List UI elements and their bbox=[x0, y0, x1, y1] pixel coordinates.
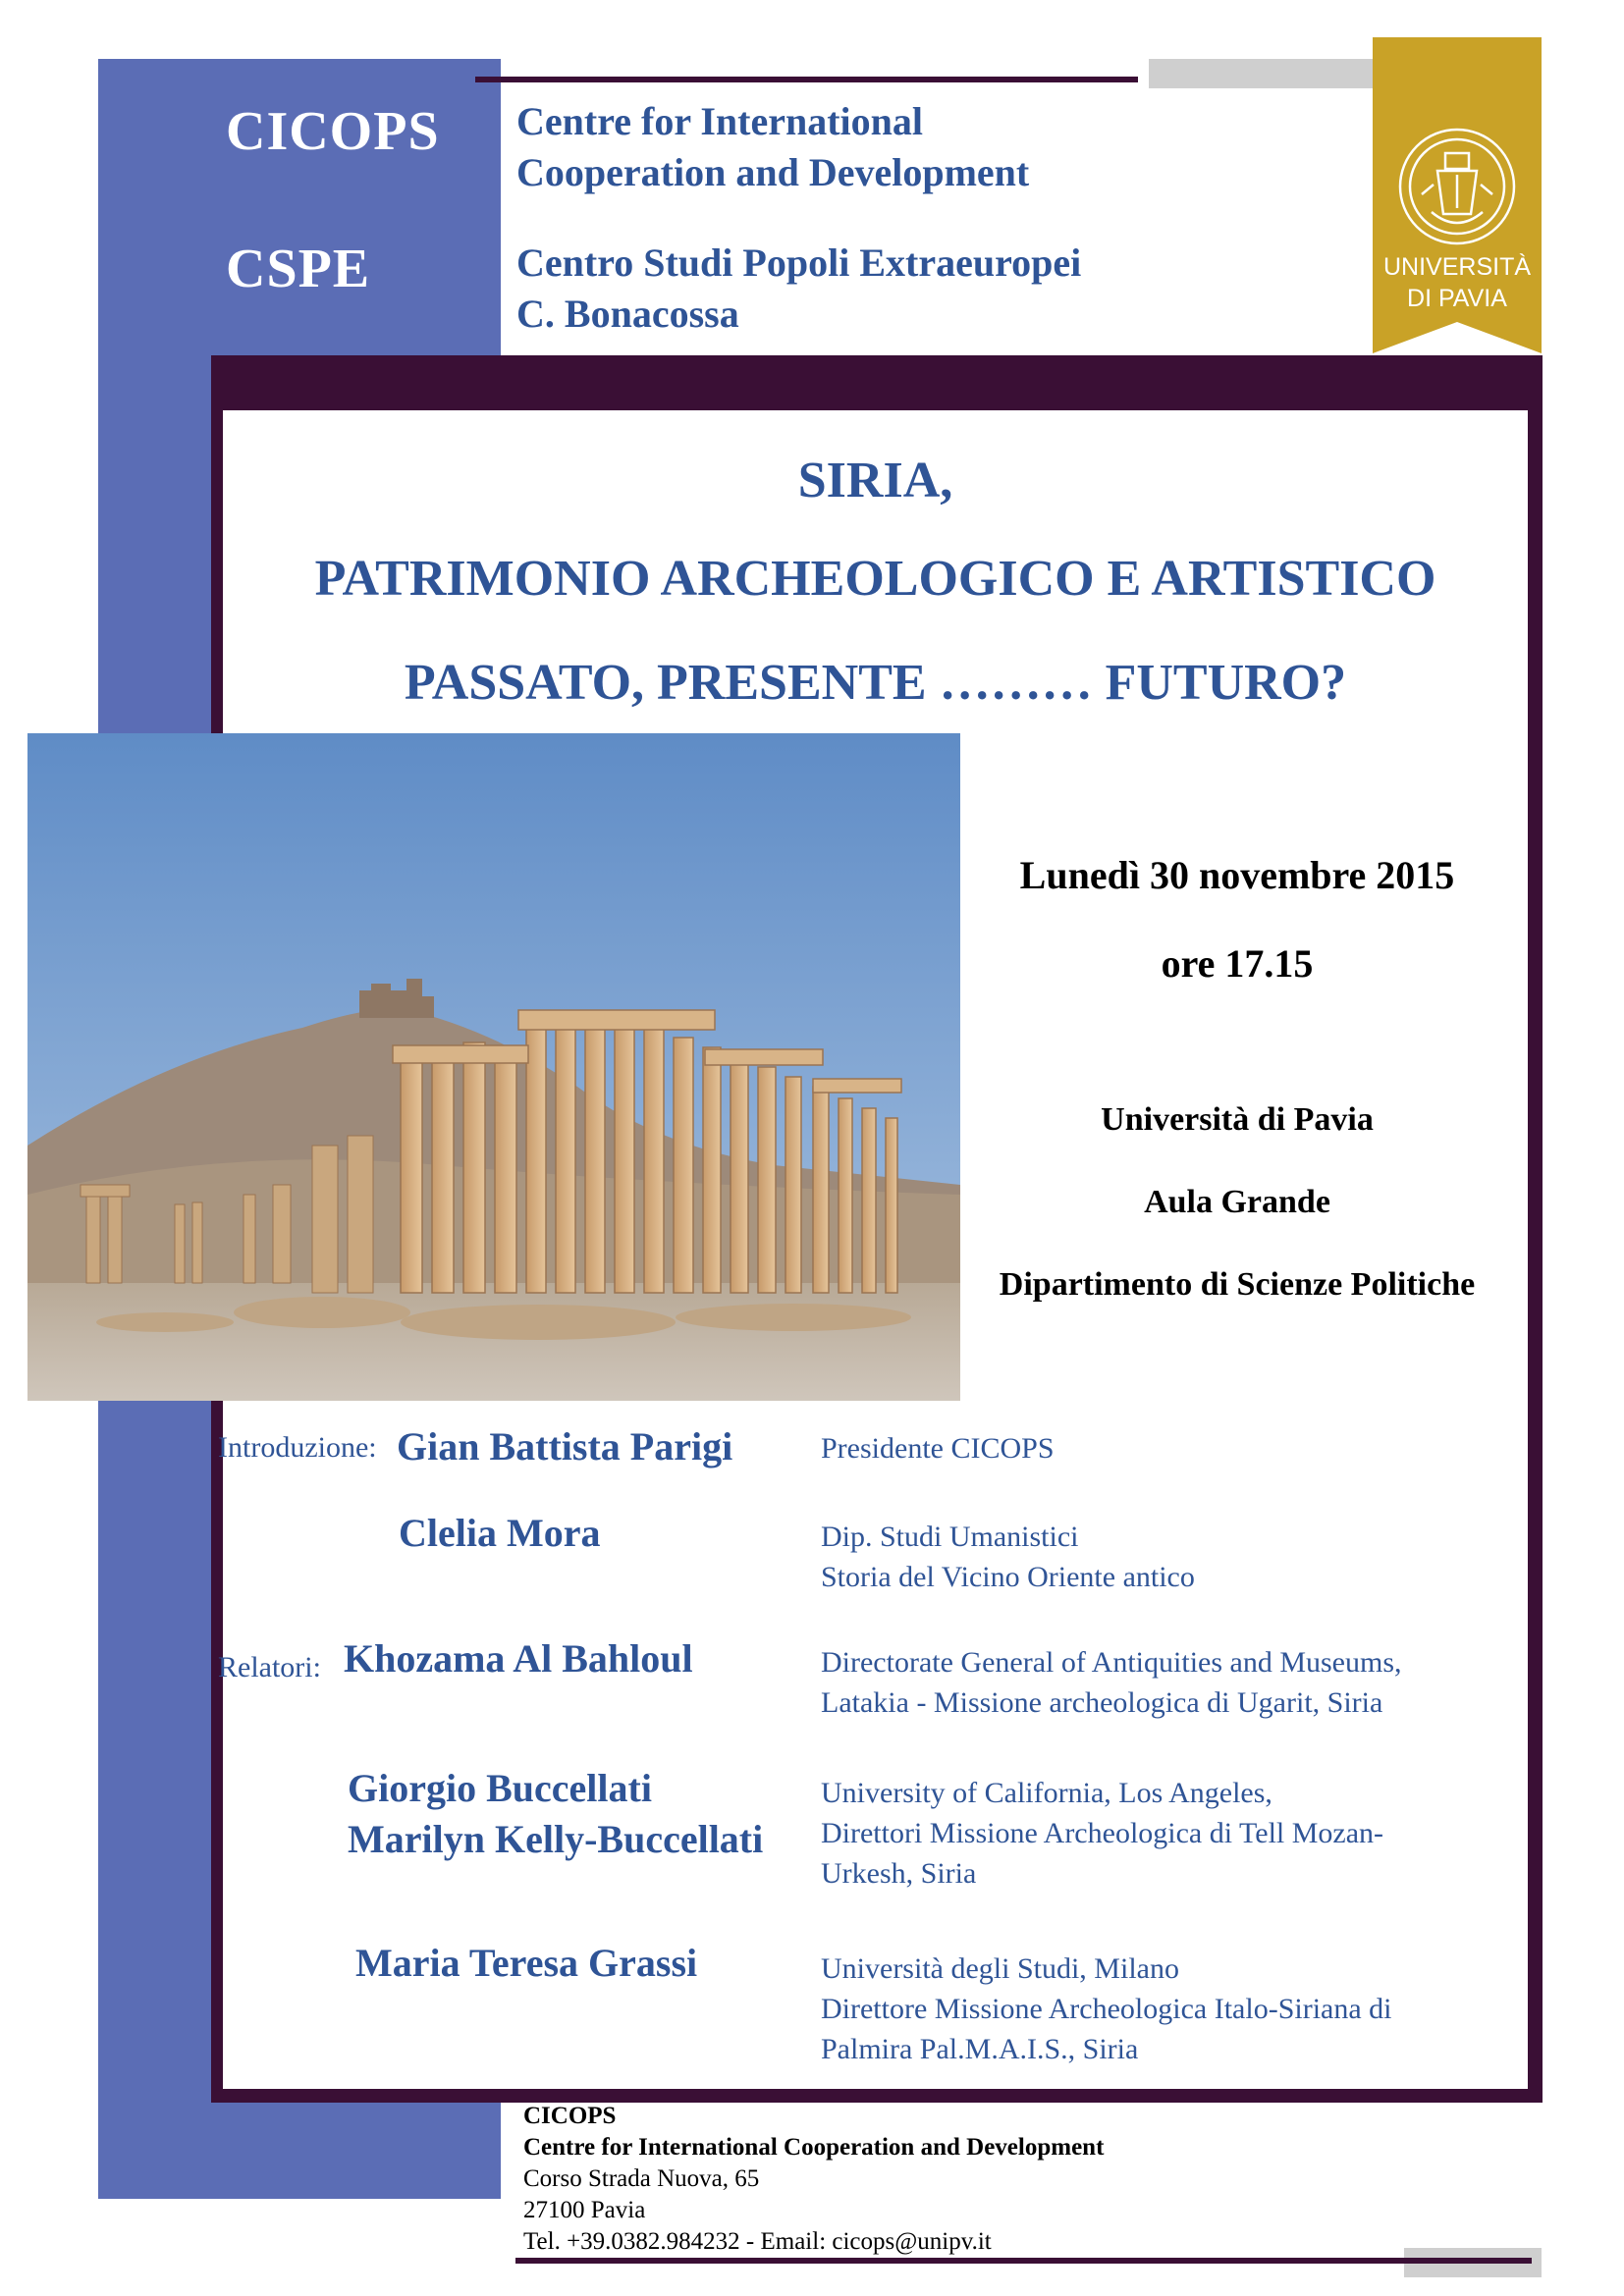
university-logo bbox=[1373, 37, 1542, 353]
footer-address-line2: 27100 Pavia bbox=[523, 2197, 646, 2223]
affiliation-line: Università degli Studi, Milano bbox=[821, 1952, 1179, 1985]
event-time: ore 17.15 bbox=[1161, 941, 1314, 986]
footer-contact-line[interactable]: Tel. +39.0382.984232 - Email: cicops@unipv.it bbox=[523, 2228, 992, 2255]
footer-contact-block bbox=[523, 2101, 1104, 2258]
grey-accent-bar-top bbox=[1149, 59, 1375, 88]
affiliation-line: Direttore Missione Archeologica Italo-Siriana di bbox=[821, 1993, 1392, 2025]
venue-department: Dipartimento di Scienze Politiche bbox=[999, 1266, 1476, 1303]
header-top-rule bbox=[475, 77, 1138, 82]
venue-room: Aula Grande bbox=[1144, 1184, 1330, 1220]
speaker-affiliation bbox=[821, 1642, 1402, 1723]
footer-org-full: Centre for International Cooperation and Development bbox=[523, 2134, 1105, 2161]
title-line-1: SIRIA, bbox=[797, 453, 953, 508]
cspe-full-name bbox=[516, 238, 1081, 340]
affiliation-line: University of California, Los Angeles, bbox=[821, 1777, 1272, 1809]
footer-address-line1: Corso Strada Nuova, 65 bbox=[523, 2165, 760, 2192]
cicops-full-name bbox=[516, 96, 1029, 198]
cicops-acronym: CICOPS bbox=[226, 101, 440, 162]
logo-name-line1: UNIVERSITÀ bbox=[1382, 253, 1532, 281]
speaker-name: Clelia Mora bbox=[399, 1511, 601, 1555]
speaker-affiliation: Presidente CICOPS bbox=[821, 1432, 1055, 1465]
speaker-affiliation bbox=[821, 1949, 1392, 2069]
speaker-name: Gian Battista Parigi bbox=[397, 1424, 733, 1468]
speaker-names bbox=[348, 1763, 763, 1865]
event-date: Lunedì 30 novembre 2015 bbox=[1019, 853, 1455, 897]
speaker-name: Khozama Al Bahloul bbox=[344, 1636, 693, 1681]
affiliation-line: Storia del Vicino Oriente antico bbox=[821, 1561, 1195, 1593]
palmyra-ruins-photo bbox=[27, 733, 960, 1401]
cspe-name-line2: C. Bonacossa bbox=[516, 292, 739, 336]
venue-university: Università di Pavia bbox=[1101, 1101, 1374, 1138]
cicops-name-line2: Cooperation and Development bbox=[516, 150, 1030, 194]
affiliation-line: Palmira Pal.M.A.I.S., Siria bbox=[821, 2033, 1139, 2065]
cspe-name-line1: Centro Studi Popoli Extraeuropei bbox=[516, 240, 1082, 285]
speaker-affiliation bbox=[821, 1773, 1383, 1894]
footer-bottom-rule bbox=[515, 2258, 1532, 2264]
affiliation-line: Directorate General of Antiquities and Museums, bbox=[821, 1646, 1402, 1679]
affiliation-line: Dip. Studi Umanistici bbox=[821, 1521, 1079, 1553]
introduction-label: Introduzione: bbox=[218, 1431, 377, 1464]
footer-org: CICOPS bbox=[523, 2103, 617, 2129]
speaker-name: Maria Teresa Grassi bbox=[355, 1941, 698, 1985]
speaker-name: Marilyn Kelly-Buccellati bbox=[348, 1817, 764, 1861]
logo-name-line2: DI PAVIA bbox=[1407, 285, 1507, 312]
title-line-3: PASSATO, PRESENTE ……… FUTURO? bbox=[404, 655, 1347, 711]
speaker-name: Giorgio Buccellati bbox=[348, 1766, 652, 1810]
title-line-2: PATRIMONIO ARCHEOLOGICO E ARTISTICO bbox=[314, 551, 1436, 607]
affiliation-line: Latakia - Missione archeologica di Ugarit, Siria bbox=[821, 1686, 1383, 1719]
relatori-label: Relatori: bbox=[218, 1651, 321, 1683]
speaker-affiliation bbox=[821, 1517, 1195, 1597]
cicops-name-line1: Centre for International bbox=[516, 99, 924, 143]
affiliation-line: Urkesh, Siria bbox=[821, 1857, 977, 1890]
affiliation-line: Direttori Missione Archeologica di Tell Mozan- bbox=[821, 1817, 1384, 1849]
cspe-acronym: CSPE bbox=[226, 239, 371, 299]
